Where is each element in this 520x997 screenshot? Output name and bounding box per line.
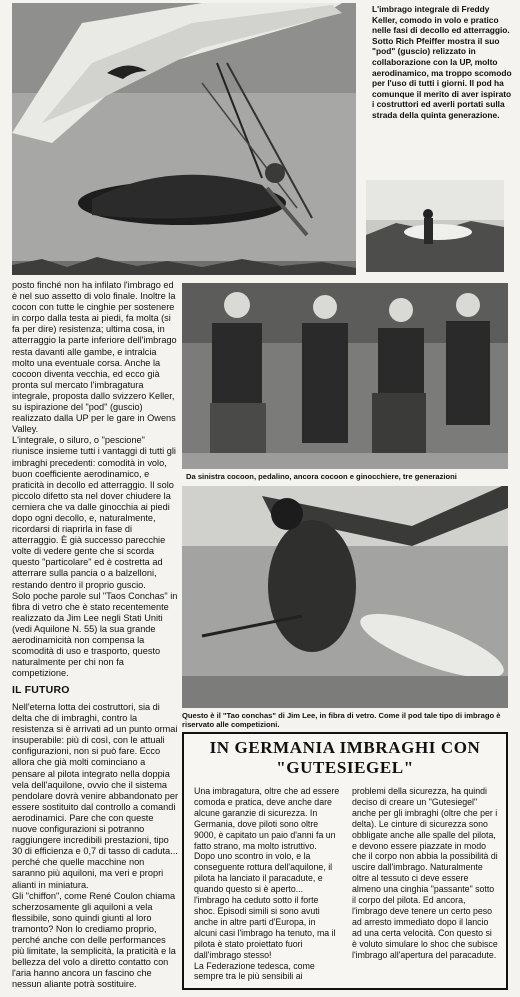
photo-keller-integral-harness: [12, 3, 356, 275]
photo-taos-conchas: [182, 486, 508, 708]
photo-pfeiffer-pod: [366, 180, 504, 272]
paragraph-futuro-2: Gli "chiffon", come René Coulon chiama scherzosamente gli aquiloni a vela flessibile, sono quindi giunti al loro tramonto? Non lo crediamo proprio, perché anche con delle performances più limitate, la semplicità, la praticità e la bellezza del volo a diretto contatto con l'aria hanno ancora un fascino che nessun aliante potrà sostituire.: [12, 890, 176, 990]
paragraph-taos-conchas: Solo poche parole sul "Taos Conchas" in fibra di vetro che è stato recentemente realizzato da Jim Lee negli Stati Uniti (vedi Aquilone N. 55) la sua grande aerodinamicità non compensa la scomodità di uso e trasporto, questo naturalmente per chi non fa competizione.: [12, 590, 178, 679]
box-title: IN GERMANIA IMBRAGHI CON "GUTESIEGEL": [209, 738, 481, 777]
section-title-futuro: IL FUTURO: [12, 684, 70, 696]
sidebar-box-germania: [182, 732, 508, 990]
caption-group-photo: Da sinistra cocoon, pedalino, ancora cocoon e ginocchiere, tre generazioni: [186, 472, 457, 481]
paragraph-futuro-1: Nell'eterna lotta dei costruttori, sia di delta che di imbraghi, contro la resistenza si è arrivati ad un punto ormai insuperabile: più di così, con le attuali configurazioni, non si può fare. Ecco allora che già molti cominciano a pensare al pilota integrato nella doppia vela dell'aquilone, ovvio che il sistema pendolare dovrà venire abbandonato per essere sostituito dal controllo a comandi aerodinamici. Pare che con queste nuove configurazioni si potranno raggiungere incredibili prestazioni, tipo 30 di efficienza e 0,7 di tasso di caduta... perché che quelle macchine non saranno più aquiloni, ma veri e propri alianti in miniatura.: [12, 702, 179, 890]
caption-top-right: L'imbrago integrale di Freddy Keller, comodo in volo e pratico nelle fasi di decollo ed atterraggio. Sotto Rich Pfeiffer mostra il suo "pod" (guscio) relizzato in collaborazione con la UP, molto aerodinamico, ma troppo scomodo per l'uso di tutti i giorni. Il pod ha comunque il merito di aver ispirato i costruttori ed averli portati sulla strada della quinta generazione.: [372, 4, 512, 120]
box-column-1-text-b: La Federazione tedesca, come sempre tra le più sensibili ai: [194, 960, 315, 982]
article-column-futuro: [12, 702, 178, 990]
box-column-1: [194, 786, 340, 982]
paragraph-cocoon: posto finché non ha infilato l'imbrago ed è nel suo assetto di volo finale. Inoltre la cocon con tutte le cinghie per sostenere in corpo dalla testa ai piedi, fa molta (si fa per dire) resistenza; ultima cosa, in atterraggio la parte inferiore dell'imbrago resta davanti alle gambe, e intralcia molto una eventuale corsa. Anche la cocoon diventa vecchia, ed ecco già pronta sul mercato l'imbragatura integrale, proposta dallo svizzero Keller, su ispirazione del "pod" (guscio) realizzato dalla UP per le gare in Owens Valley.: [12, 280, 177, 435]
article-column-left: [12, 280, 178, 679]
box-column-1-text: Una imbragatura, oltre che ad essere comoda e pratica, deve anche dare alcune garanzie di sicurezza. In Germania, dove piloti sono oltre 9000, è capitato un paio d'anni fa un fatto strano, ma molto istruttivo. Dopo uno scontro in volo, e la conseguente rottura dell'aquilone, il pilota ha lanciato il paracadute, e quando questo si è aperto... l'imbrago ha ceduto sotto il forte shoc. Episodi simili si sono avuti anche in altre parti d'Europa, in alcuni casi l'imbrago ha tenuto, ma il pilota è stato proiettato fuori dall'imbrago stesso!: [194, 786, 340, 960]
photo-harness-generations: [182, 283, 508, 469]
box-column-2: problemi della sicurezza, ha quindi deciso di creare un "Gutesiegel" anche per gli imbraghi (oltre che per i delta). Le cinture di sicurezza sono obbligate anche alle spalle del pilota, e devono essere piazzate in modo che il corpo non abbia la possibilità di uscire dall'imbrago. Naturalmente oltre al tessuto ci deve essere almeno una cinghia "passante" sotto il corpo del pilota. Ed ancora, l'imbrago deve tenere un certo peso ad arresto immediato dopo il lancio ad una certa velocità. Con questo si è voluto simulare lo shoc che subisce l'imbrago all'apertura del paracadute.: [352, 786, 498, 960]
paragraph-integrale: L'integrale, o siluro, o "pescione" riunisce insieme tutti i vantaggi di tutti gli imbraghi precedenti: comodità in volo, buon coefficiente aerodinamico, e praticità in decollo ed atterraggio. Il solo piccolo difetto sta nel dover chiudere la cerniera che va dalle ginocchia ai piedi dopo ogni decollo, e, naturalmente, ricordarsi di riaprirla in fase di atterraggio. È già successo parecchie volte di vedere gente che si scorda questo "particolare" ed è costretta ad atterrare sulla pancia o a balzelloni, restando dentro il proprio guscio.: [12, 435, 176, 590]
caption-conchas-photo: Questo è il "Tao conchas" di Jim Lee, in fibra di vetro. Come il pod tale tipo di imbrago è riservato alle competizioni.: [182, 711, 501, 729]
